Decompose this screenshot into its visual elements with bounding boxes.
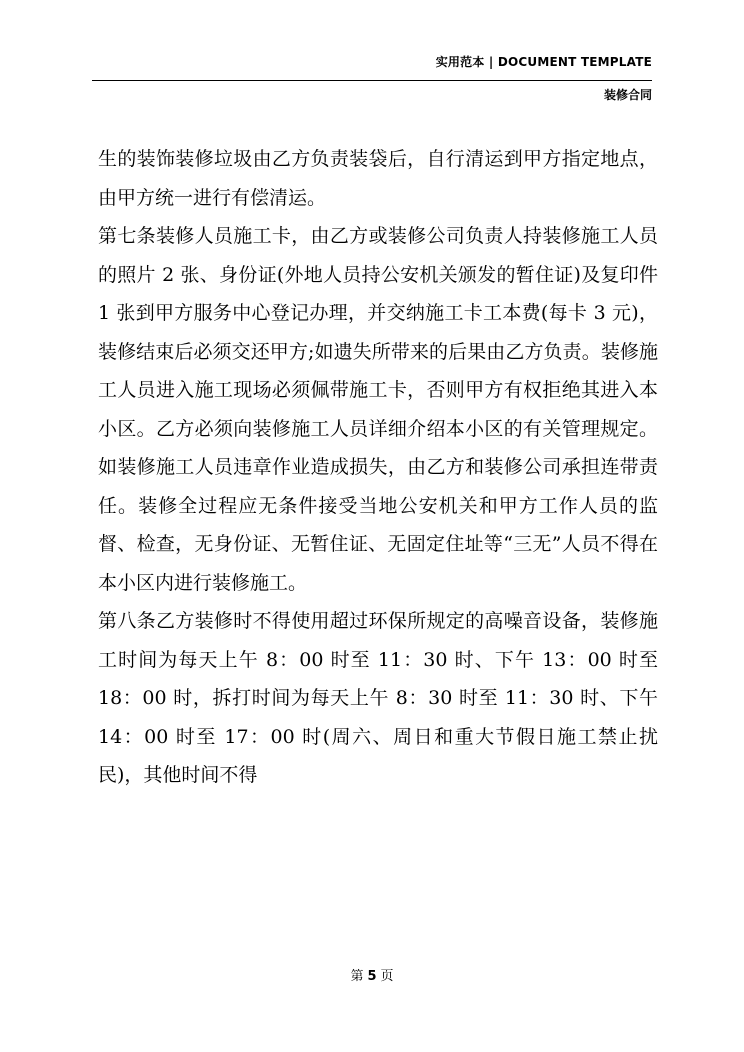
page-footer xyxy=(0,965,744,984)
page-label-prefix: 第 xyxy=(350,969,364,984)
document-body xyxy=(98,140,658,795)
paragraph-2: 第七条装修人员施工卡，由乙方或装修公司负责人持装修施工人员的照片 2 张、身份证(外地人员持公安机关颁发的暂住证)及复印件 1 张到甲方服务中心登记办理，并交纳施工卡工本费(每卡 3 元)，装修结束后必须交还甲方;如遗失所带来的后果由乙方负责。装修施工人员进入施工现场必须佩带施工卡，否则甲方有权拒绝其进入本小区。乙方必须向装修施工人员详细介绍本小区的有关管理规定。如装修施工人员违章作业造成损失，由乙方和装修公司承担连带责任。装修全过程应无条件接受当地公安机关和甲方工作人员的监督、检查，无身份证、无暂住证、无固定住址等“三无”人员不得在本小区内进行装修施工。 xyxy=(98,225,658,594)
paragraph-3: 第八条乙方装修时不得使用超过环保所规定的高噪音设备，装修施工时间为每天上午 8：00 时至 11：30 时、下午 13：00 时至 18：00 时，拆打时间为每天上午 8：30 时至 11：30 时、下午 14：00 时至 17：00 时(周六、周日和重大节假日施工禁止扰民)，其他时间不得 xyxy=(98,610,658,786)
page-label-suffix: 页 xyxy=(380,969,394,984)
page-number: 5 xyxy=(367,969,377,984)
header-title: 实用范本 | DOCUMENT TEMPLATE xyxy=(435,55,652,69)
paragraph-1: 生的装饰装修垃圾由乙方负责装袋后，自行清运到甲方指定地点，由甲方统一进行有偿清运。 xyxy=(98,148,658,209)
header-divider xyxy=(92,80,652,81)
header-subtitle: 装修合同 xyxy=(603,88,652,102)
